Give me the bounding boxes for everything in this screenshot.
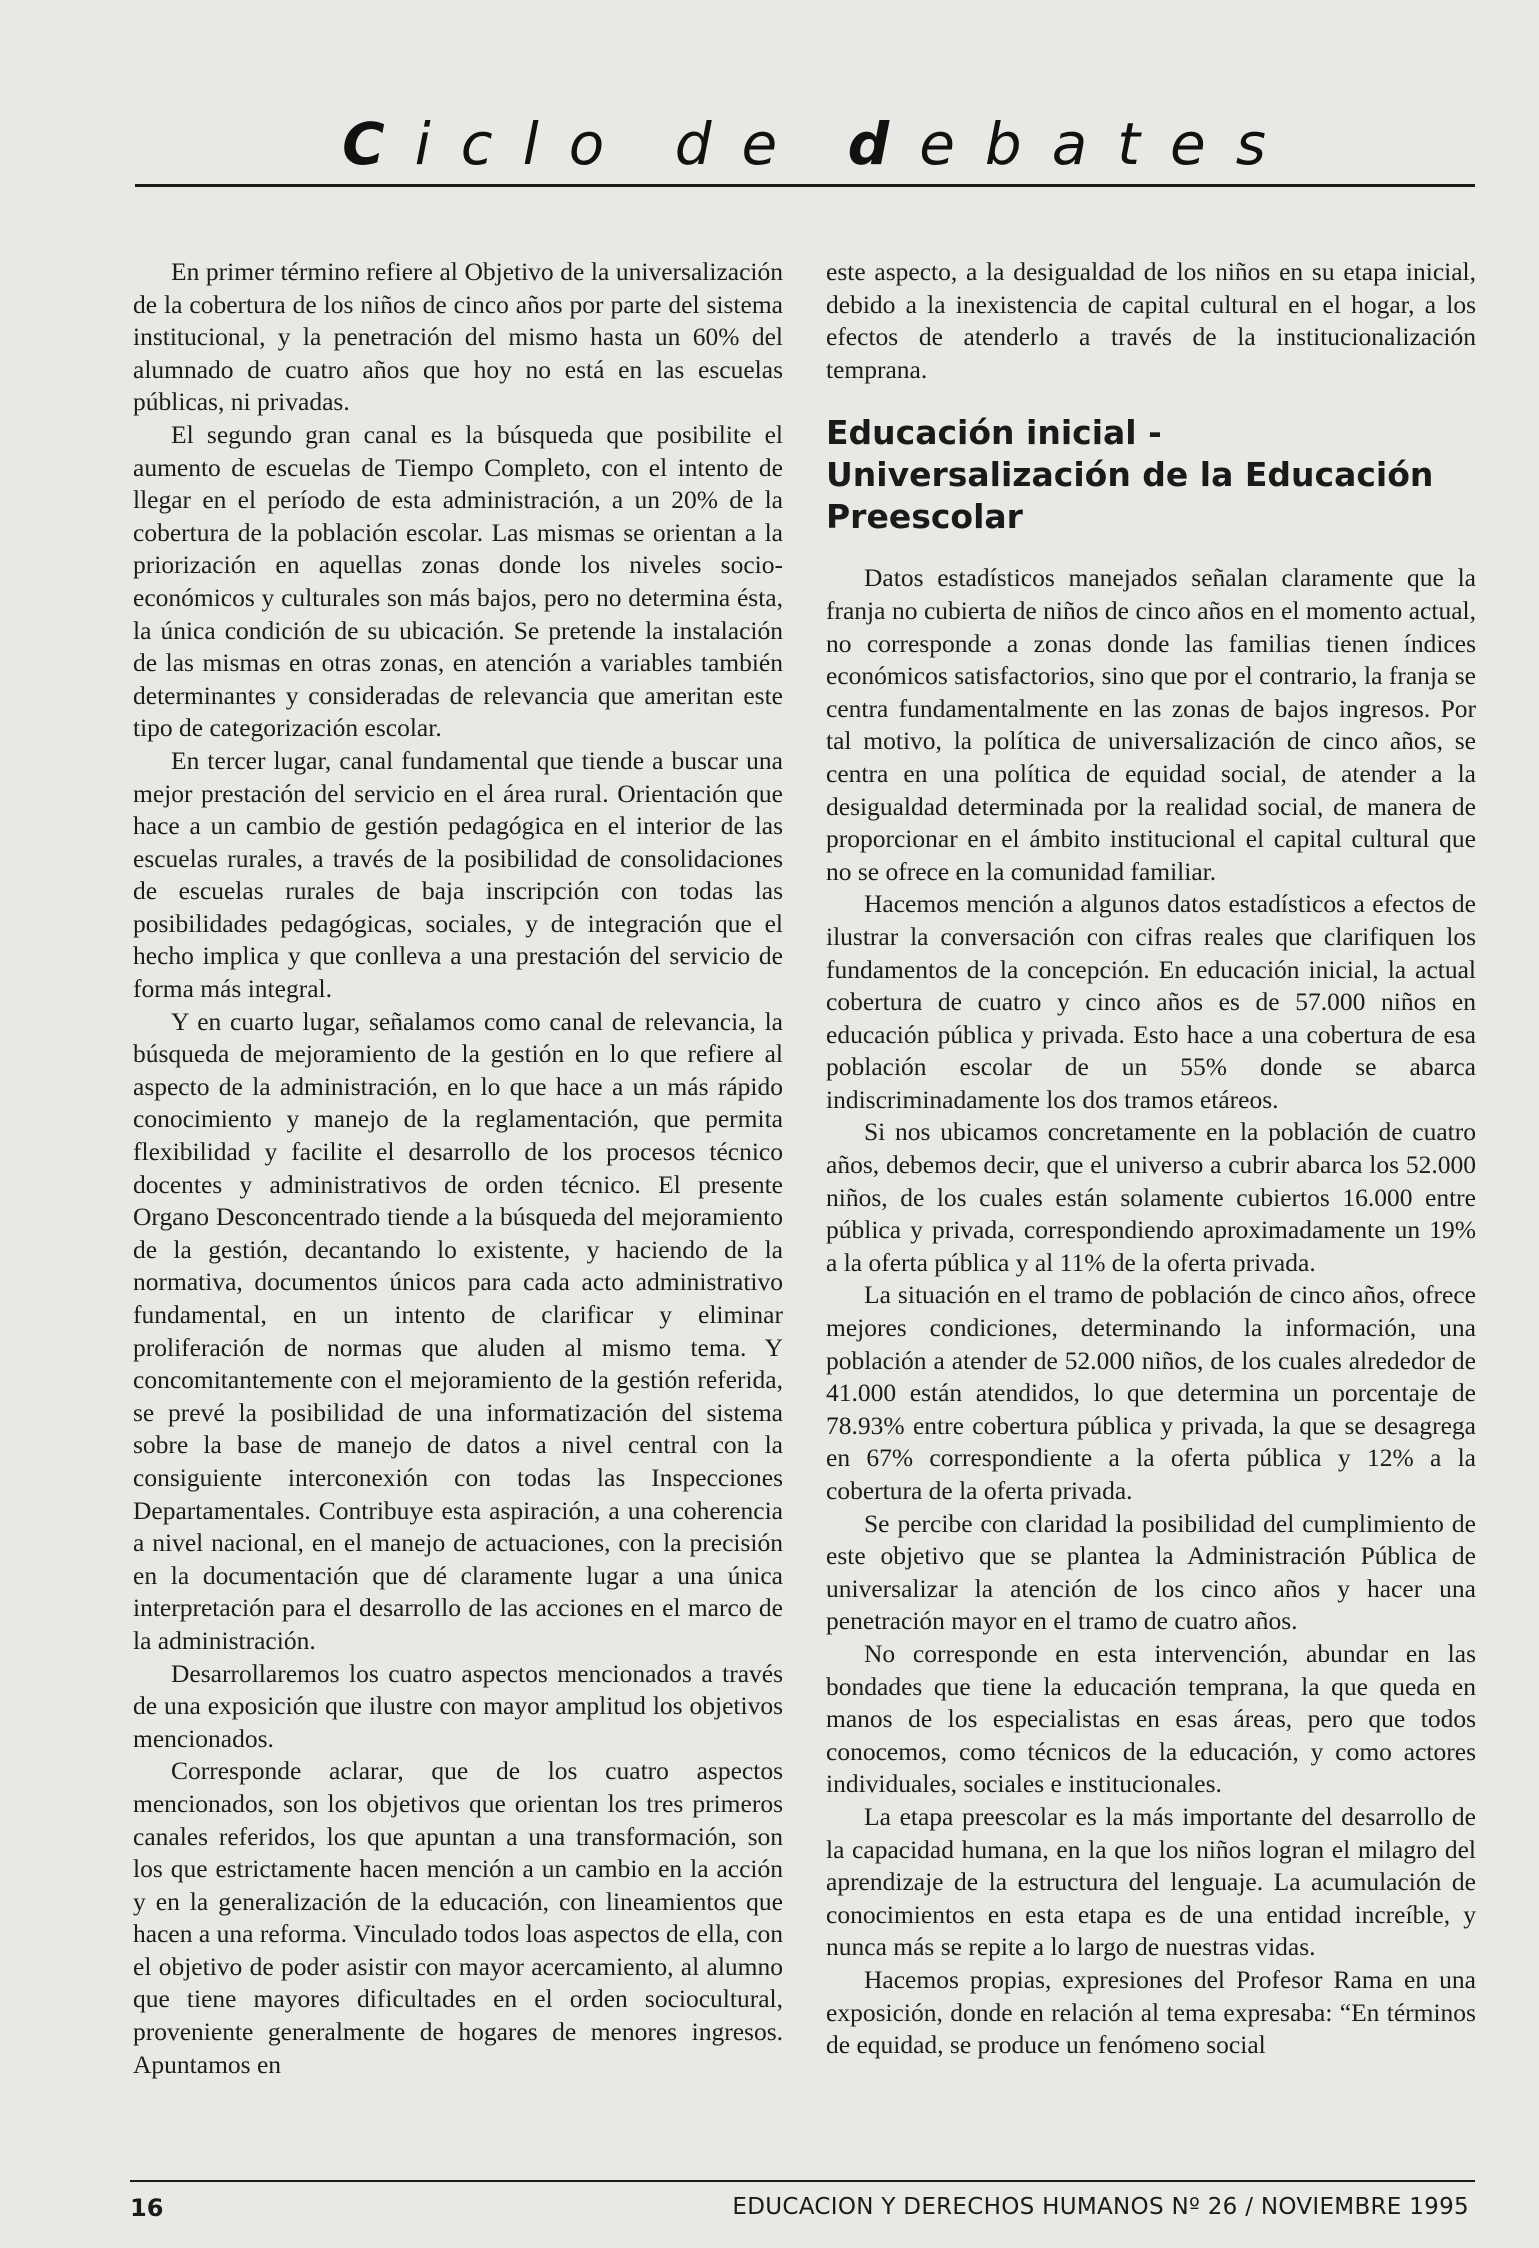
header-word-1-rest: i c l o (414, 110, 607, 178)
header-rule (135, 184, 1475, 187)
page-number: 16 (130, 2194, 164, 2222)
right-paragraph-6: No corresponde en esta intervención, abundar en las bondades que tiene la educación temprana, la que queda en manos de los especialistas en esas áreas, pero que todos conocemos, como técnicos de la educación, y como actores individuales, sociales e institucionales. (826, 1638, 1476, 1799)
header-word-1 (328, 110, 620, 178)
left-paragraph-1: En primer término refiere al Objetivo de la universalización de la cobertura de los niños de cinco años por parte del sistema institucional, y la penetración del mismo hasta un 60% del alumnado de cuatro años que hoy no está en las escuelas públicas, ni privadas. (133, 257, 783, 417)
left-paragraph-3: En tercer lugar, canal fundamental que tiende a buscar una mejor prestación del servicio en el área rural. Orientación que hace a un cambio de gestión pedagógica en el interior de las escuelas rurales, a través de la posibilidad de consolidaciones de escuelas rurales de baja inscripción con todas las posibilidades pedagógicas, sociales, y de integración que el hecho implica y que conlleva a una prestación del servicio de forma más integral. (133, 745, 783, 1004)
section-heading: Educación inicial - Universalización de la Educación Preescolar (826, 413, 1434, 537)
right-paragraph-1: Datos estadísticos manejados señalan claramente que la franja no cubierta de niños de cinco años en el momento actual, no corresponde a zonas donde las familias tienen índices económicos satisfactorios, sino que por el contrario, la franja se centra fundamentalmente en las zonas de bajos ingresos. Por tal motivo, la política de universalización de cinco años, se centra en una política de equidad social, de atender a la desigualdad determinada por la realidad social, de manera de proporcionar en el ámbito institucional el capital cultural que no se ofrece en la comunidad familiar. (826, 563, 1476, 886)
header-initial: C (342, 110, 387, 178)
left-paragraph-2: El segundo gran canal es la búsqueda que posibilite el aumento de escuelas de Tiempo Completo, con el intento de llegar en el período de esta administración, a un 20% de la cobertura de la población escolar. Las mismas se orientan a la priorización en aquellas zonas donde los niveles socio-económicos y culturales son más bajos, pero no determina ésta, la única condición de su ubicación. Se pretende la instalación de las mismas en otras zonas, en atención a variables también determinantes y consideradas de relevancia que ameritan este tipo de categorización escolar. (133, 419, 783, 743)
left-paragraph-6: Corresponde aclarar, que de los cuatro aspectos mencionados, son los objetivos que orientan los tres primeros canales referidos, los que apuntan a una transformación, son los que estrictamente hacen mención a un cambio en la acción y en la generalización de la educación, con lineamientos que hacen a una reforma. Vinculado todos loas aspectos de ella, con el objetivo de poder asistir con mayor acercamiento, al alumno que tiene mayores dificultades en el orden sociocultural, proveniente generalmente de hogares de menores ingresos. Apuntamos en (133, 1756, 783, 2079)
right-paragraph-4: La situación en el tramo de población de cinco años, ofrece mejores condiciones, determinando la información, una población a atender de 52.000 niños, de los cuales alrededor de 41.000 están atendidos, lo que determina un porcentaje de 78.93% entre cobertura pública y privada, la que se desagrega en 67% correspondiente a la oferta pública y 12% a la cobertura de la oferta privada. (826, 1280, 1476, 1505)
right-paragraph-5: Se percibe con claridad la posibilidad del cumplimiento de este objetivo que se plantea la Administración Pública de universalizar la atención de los cinco años y hacer una penetración mayor en el tramo de cuatro años. (826, 1508, 1476, 1636)
header-word-2: d e (674, 110, 780, 178)
right-paragraph-3: Si nos ubicamos concretamente en la población de cuatro años, debemos decir, que el universo a cubrir abarca los 52.000 niños, de los cuales están solamente cubiertos 16.000 entre pública y privada, correspondiendo aproximadamente un 19% a la oferta pública y al 11% de la oferta privada. (826, 1117, 1476, 1277)
right-paragraph-8: Hacemos propias, expresiones del Profesor Rama en una exposición, donde en relación al tema expresaba: “En términos de equidad, se produce un fenómeno social (826, 1964, 1476, 2060)
right-column (826, 256, 1476, 2062)
footer-rule (130, 2180, 1475, 2182)
left-paragraph-5: Desarrollaremos los cuatro aspectos mencionados a través de una exposición que ilustre con mayor amplitud los objetivos mencionados. (133, 1658, 783, 1753)
right-intro-paragraph: este aspecto, a la desigualdad de los niños en su etapa inicial, debido a la inexistencia de capital cultural en el hogar, a los efectos de atenderlo a través de la institucionalización temprana. (826, 257, 1476, 384)
header-title (135, 110, 1475, 178)
right-paragraph-7: La etapa preescolar es la más importante del desarrollo de la capacidad humana, en la que los niños logran el milagro del aprendizaje de la estructura del lenguaje. La acumulación de conocimientos en esta etapa es de una entidad increíble, y nunca más se repite a lo largo de nuestras vidas. (826, 1801, 1476, 1962)
header-word-3: d e b a t e s (847, 110, 1268, 178)
journal-info: EDUCACION Y DERECHOS HUMANOS Nº 26 / NOVIEMBRE 1995 (732, 2194, 1469, 2220)
left-paragraph-4: Y en cuarto lugar, señalamos como canal de relevancia, la búsqueda de mejoramiento de la gestión en lo que refiere al aspecto de la administración, en lo que hace a un más rápido conocimiento y manejo de la reglamentación, que permita flexibilidad y facilite el desarrollo de los procesos técnico docentes y administrativos de orden técnico. El presente Organo Desconcentrado tiende a la búsqueda del mejoramiento de la gestión, decantando lo existente, y haciendo de la normativa, documentos únicos para cada acto administrativo fundamental, en un intento de clarificar y eliminar proliferación de normas que aluden al mismo tema. Y concomitantemente con el mejoramiento de la gestión referida, se prevé la posibilidad de una informatización del sistema sobre la base de manejo de datos a nivel central con la consiguiente interconexión con todas las Inspecciones Departamentales. Contribuye esta aspiración, a una coherencia a nivel nacional, en el manejo de actuaciones, con la precisión en la documentación que dé claramente lugar a una única interpretación para el desarrollo de las acciones en el marco de la administración. (133, 1006, 783, 1655)
right-paragraph-2: Hacemos mención a algunos datos estadísticos a efectos de ilustrar la conversación con cifras reales que clarifiquen los fundamentos de la concepción. En educación inicial, la actual cobertura de cuatro y cinco años es de 57.000 niños en educación pública y privada. Esto hace a una cobertura de esa población escolar de un 55% donde se abarca indiscriminadamente los dos tramos etáreos. (826, 889, 1476, 1114)
left-column (133, 256, 783, 2081)
